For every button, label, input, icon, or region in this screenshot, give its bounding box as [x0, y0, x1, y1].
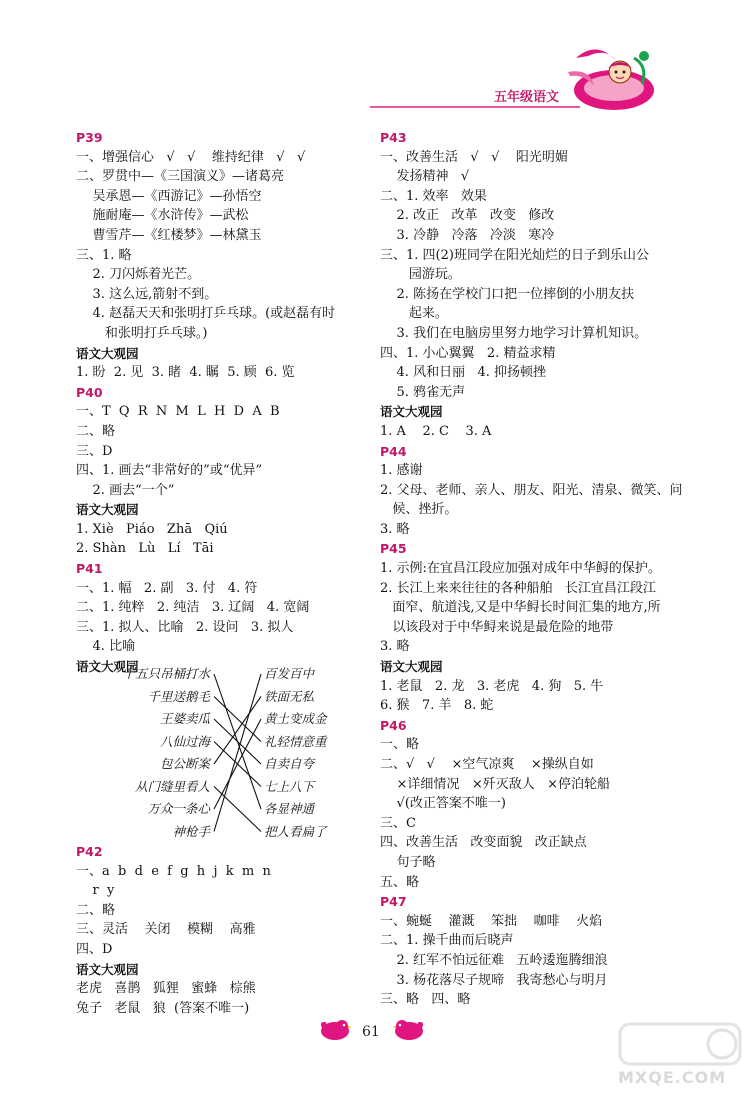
matching-left-item: 八仙过海 — [159, 733, 210, 749]
matching-right-item: 自卖自夸 — [264, 756, 315, 771]
answer-line: 三、1. 四(2)班同学在阳光灿烂的日子到乐山公 — [380, 247, 649, 263]
answer-line: 五、略 — [380, 874, 420, 890]
answer-line: 一、改善生活 √ √ 阳光明媚 — [380, 149, 568, 165]
page-ref-heading: P45 — [380, 541, 407, 557]
answer-line: 3. 略 — [380, 639, 410, 655]
answer-line: 四、D — [76, 941, 113, 957]
answer-line: ×详细情况 ×歼灭敌人 ×停泊轮船 — [380, 776, 611, 792]
answer-line: 1. 老鼠 2. 龙 3. 老虎 4. 狗 5. 牛 — [380, 678, 604, 694]
answer-line: 三、灵活 关闭 模糊 高雅 — [76, 922, 256, 938]
answer-line: 2. 红军不怕远征难 五岭逶迤腾细浪 — [380, 952, 608, 968]
answer-line: 1. 感谢 — [380, 463, 423, 479]
answer-line: 和张明打乒乓球。) — [76, 325, 208, 341]
matching-left-item: 神枪手 — [172, 823, 210, 839]
answer-line: 一、增强信心 √ √ 维持纪律 √ √ — [76, 149, 306, 165]
answer-line: 老虎 喜鹊 狐狸 蜜蜂 棕熊 — [76, 981, 256, 997]
answer-line: 5. 鸦雀无声 — [380, 384, 466, 400]
answer-line: 三、C — [380, 815, 416, 831]
answer-line: 1. Xiè Piáo Zhā Qiú — [76, 521, 228, 537]
answer-line: 2. 画去“一个” — [76, 482, 175, 498]
matching-right-item: 礼轻情意重 — [264, 733, 327, 749]
answer-line: 吴承恩—《西游记》—孙悟空 — [76, 188, 262, 204]
matching-right-item: 铁面无私 — [264, 688, 315, 704]
grade-subject-label: 五年级语文 — [494, 90, 560, 105]
page-ref-heading: P42 — [76, 844, 103, 859]
matching-right-item: 黄土变成金 — [264, 711, 327, 726]
answer-line: 一、T Q R N M L H D A B — [76, 404, 280, 420]
matching-connector-line — [214, 719, 261, 809]
answer-line: 3. 这么远,箭射不到。 — [76, 286, 218, 302]
bird-icon — [392, 1016, 426, 1042]
answer-line: 1. 示例:在宜昌江段应加强对成年中华鲟的保护。 — [380, 561, 661, 577]
matching-left-item: 万众一条心 — [147, 801, 210, 816]
section-heading: 语文大观园 — [76, 961, 139, 977]
section-heading: 语文大观园 — [76, 345, 139, 361]
answer-line: 2. 父母、老师、亲人、朋友、阳光、清泉、微笑、问 — [380, 482, 683, 498]
answer-line: 3. 冷静 冷落 冷淡 寒冷 — [380, 227, 555, 243]
matching-connector-line — [214, 697, 261, 742]
page-ref-heading: P46 — [380, 717, 407, 733]
answer-line: 三、略 四、略 — [380, 992, 471, 1008]
page-ref-heading: P41 — [76, 561, 103, 577]
answer-line: 二、略 — [76, 423, 116, 439]
answer-line: 1. 盼 2. 见 3. 睹 4. 瞩 5. 顾 6. 览 — [76, 365, 295, 381]
answer-line: 四、1. 小心翼翼 2. 精益求精 — [380, 345, 556, 361]
answer-line: 兔子 老鼠 狼 (答案不唯一) — [76, 1000, 250, 1016]
page-ref-heading: P40 — [76, 384, 103, 400]
answers-left-column-bottom — [76, 842, 366, 1018]
answer-line: 2. Shàn Lù Lí Tāi — [76, 541, 214, 557]
answer-line: 二、略 — [76, 902, 116, 918]
answers-right-column — [380, 128, 683, 1010]
answer-line: 候、挫折。 — [380, 502, 458, 518]
answer-line: 一、略 — [380, 737, 420, 753]
answer-line: 4. 风和日丽 4. 抑扬顿挫 — [380, 365, 546, 381]
page-ref-heading: P47 — [380, 894, 407, 910]
answer-line: 二、1. 纯粹 2. 纯洁 3. 辽阔 4. 宽阔 — [76, 600, 310, 616]
answer-line: 2. 改正 改革 改变 修改 — [380, 208, 555, 224]
answer-line: 句子略 — [380, 854, 436, 870]
section-heading: 语文大观园 — [76, 659, 139, 675]
page-ref-heading: P44 — [380, 443, 407, 459]
header-logo — [556, 38, 656, 116]
bird-icon — [318, 1016, 352, 1042]
answer-line: 2. 陈扬在学校门口把一位摔倒的小朋友扶 — [380, 286, 635, 302]
matching-right-item: 各显神通 — [264, 801, 315, 816]
matching-right-item: 百发百中 — [264, 666, 315, 681]
answer-line: 四、改善生活 改变面貌 改正缺点 — [380, 835, 587, 851]
answer-line: 二、√ √ ×空气凉爽 ×操纵自如 — [380, 757, 594, 772]
matching-connector-line — [214, 674, 261, 832]
answer-line: √(改正答案不唯一) — [380, 796, 506, 812]
answer-line: 园游玩。 — [380, 267, 461, 283]
answer-line: 二、1. 效率 效果 — [380, 188, 487, 204]
answer-line: 1. A 2. C 3. A — [380, 423, 492, 439]
header-rule — [370, 106, 580, 108]
matching-left-item: 从门缝里看人 — [134, 778, 210, 794]
answer-line: 四、1. 画去“非常好的”或“优异” — [76, 463, 263, 479]
answer-line: 一、蜿蜒 灌溉 笨拙 咖啡 火焰 — [380, 913, 603, 929]
answer-line: 曹雪芹—《红楼梦》—林黛玉 — [76, 227, 262, 243]
answer-line: 一、1. 幅 2. 副 3. 付 4. 符 — [76, 580, 258, 596]
answer-line: 2. 刀闪烁着光芒。 — [76, 267, 201, 283]
answer-line: 3. 我们在电脑房里努力地学习计算机知识。 — [380, 325, 648, 341]
watermark-text: MXQE.COM — [618, 1068, 727, 1087]
matching-right-item: 把人看扁了 — [264, 823, 327, 839]
answers-left-column — [76, 128, 366, 677]
answer-line: 二、1. 操千曲而后晓声 — [380, 933, 514, 949]
matching-connector-line — [214, 719, 261, 764]
answer-line: 2. 长江上来来往往的各种船舶 长江宜昌江段江 — [380, 580, 656, 596]
page-ref-heading: P39 — [76, 130, 103, 145]
answer-line: 4. 比喻 — [76, 639, 136, 655]
matching-left-item: 包公断案 — [159, 756, 210, 771]
answer-line: 4. 赵磊天天和张明打乒乓球。(或赵磊有时 — [76, 306, 336, 322]
matching-left-item: 王婆卖瓜 — [159, 711, 210, 726]
answer-line: r y — [76, 883, 115, 899]
answer-line: 3. 略 — [380, 521, 410, 537]
matching-right-item: 七上八下 — [264, 778, 315, 794]
answer-line: 施耐庵—《水浒传》—武松 — [76, 208, 249, 224]
matching-exercise — [76, 662, 356, 842]
answer-line: 3. 杨花落尽子规啼 我寄愁心与明月 — [380, 972, 608, 988]
answer-line: 三、1. 略 — [76, 247, 132, 263]
page-ref-heading: P43 — [380, 130, 407, 145]
answer-line: 起来。 — [380, 306, 448, 322]
answer-line: 以该段对于中华鲟来说是最危险的地带 — [380, 619, 614, 635]
page-number: 61 — [362, 1024, 380, 1040]
answer-line: 二、罗贯中—《三国演义》—诸葛亮 — [76, 169, 285, 185]
answer-line: 一、a b d e f g h j k m n — [76, 863, 271, 879]
section-heading: 语文大观园 — [76, 502, 139, 518]
answer-line: 三、1. 拟人、比喻 2. 设问 3. 拟人 — [76, 619, 294, 635]
answer-line: 三、D — [76, 443, 113, 459]
matching-left-item: 千里送鹅毛 — [147, 688, 210, 704]
answer-line: 发扬精神 √ — [380, 169, 470, 185]
section-heading: 语文大观园 — [380, 659, 443, 675]
answer-line: 面窄、航道浅,又是中华鲟长时间汇集的地方,所 — [380, 600, 661, 616]
answer-line: 6. 猴 7. 羊 8. 蛇 — [380, 698, 494, 714]
section-heading: 语文大观园 — [380, 404, 443, 420]
matching-left-item: 十五只吊桶打水 — [122, 666, 210, 681]
